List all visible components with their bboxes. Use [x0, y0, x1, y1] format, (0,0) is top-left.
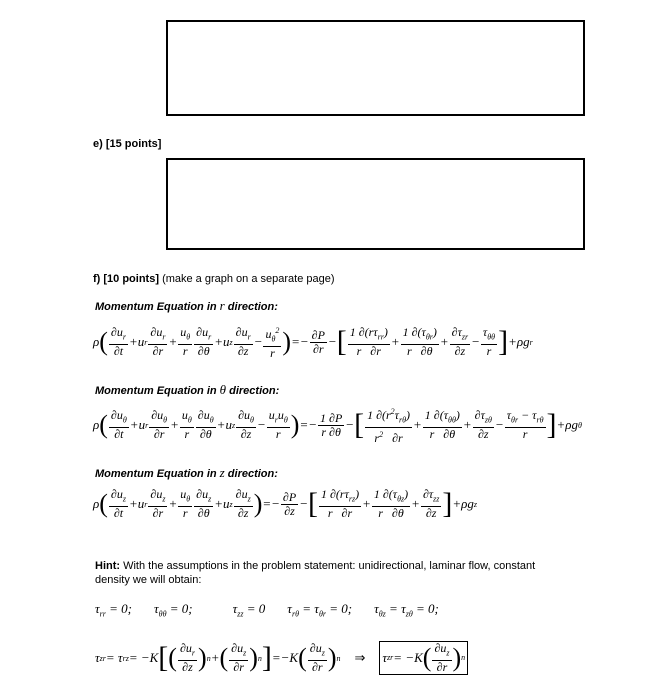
momentum-r-suffix: direction:	[227, 301, 278, 313]
hint-text-line1: With the assumptions in the problem statement: unidirectional, laminar flow, constant	[123, 560, 536, 572]
momentum-r-heading	[95, 298, 278, 314]
hint-label: Hint:	[95, 560, 121, 572]
hint-text-line2: density we will obtain:	[95, 574, 202, 586]
part-f-note: (make a graph on a separate page)	[162, 273, 335, 285]
momentum-r-heading-text: Momentum Equation in	[95, 301, 217, 313]
assumption-rtheta: $\tau_{r\theta} = \tau_{\theta r} = 0$;	[287, 601, 353, 619]
part-e-label: e) [15 points]	[93, 138, 162, 150]
momentum-z-variable: z	[219, 465, 225, 480]
result-equation: τ zr = τ rz = −K [ ( $\frac{\partial u_r}{\partial z}$ ) n + ( $\frac{\partial u_z}{\partial r}$ ) n ] =−K ( $\frac{\partial u_z}{\partial r}$ ) n ⇒ τ zr = −K ( $\frac{\partial u_z}{\partial r}$ ) n	[95, 638, 468, 678]
assumption-zz: $\tau_{zz} = 0$	[232, 601, 266, 619]
assumption-thetaz: $\tau_{\theta z} = \tau_{z\theta} = 0$;	[374, 601, 439, 619]
momentum-z-equation: ρ ( $\frac{\partial u_z}{\partial t}$ +u r $\frac{\partial u_z}{\partial r}$ + $\frac{u_\theta}{r}$ $\frac{\partial u_z}{\partial\theta}$ +u z $\frac{\partial u_z}{\partial z}$ ) =− $\frac{\partial P}{\partial z}$ − [ $\frac{1 \partial(r\tau_{rz})}{r \partial r}$ + $\frac{1 \partial(\tau_{\theta z})}{r \partial\theta}$ + $\frac{\partial\tau_{zz}}{\partial z}$ ] +ρg z	[93, 487, 478, 520]
result-boxed: τ zr = −K ( $\frac{\partial u_z}{\partial r}$ ) n	[379, 641, 468, 674]
assumption-rr: $\tau_{rr} = 0$;	[95, 601, 132, 619]
part-f-label: f) [10 points]	[93, 273, 159, 285]
momentum-r-equation: ρ ( $\frac{\partial u_r}{\partial t}$ +u r $\frac{\partial u_r}{\partial r}$ + $\frac{u_\theta}{r}$ $\frac{\partial u_r}{\partial\theta}$ +u z $\frac{\partial u_r}{\partial z}$ − $\frac{u_\theta^2}{r}$ ) =− $\frac{\partial P}{\partial r}$ − [ $\frac{1 \partial(r\tau_{rr})}{r \partial r}$ + $\frac{1 \partial(\tau_{\theta r})}{r \partial\theta}$ + $\frac{\partial\tau_{zr}}{\partial z}$ − $\frac{\tau_{\theta\theta}}{r}$ ] +ρg r	[93, 325, 533, 360]
momentum-z-suffix: direction:	[227, 468, 278, 480]
assumptions-row	[95, 600, 439, 620]
answer-box-e	[166, 158, 585, 250]
momentum-theta-suffix: direction:	[229, 385, 280, 397]
assumption-thetatheta: $\tau_{\theta\theta} = 0$;	[154, 601, 193, 619]
momentum-theta-equation: ρ ( $\frac{\partial u_\theta}{\partial t}$ +u r $\frac{\partial u_\theta}{\partial r}$ + $\frac{u_\theta}{r}$ $\frac{\partial u_\theta}{\partial\theta}$ +u z $\frac{\partial u_\theta}{\partial z}$ − $\frac{u_ru_\theta}{r}$ ) =− $\frac{1 \partial P}{r \partial\theta}$ − [ $\frac{1 \partial(r^2\tau_{r\theta})}{r^2 \partial r}$ + $\frac{1 \partial(\tau_{\theta\theta})}{r \partial\theta}$ + $\frac{\partial\tau_{z\theta}}{\partial z}$ − $\frac{\tau_{\theta r} - \tau_{r\theta}}{r}$ ] +ρg θ	[93, 407, 582, 445]
momentum-z-heading-text: Momentum Equation in	[95, 468, 217, 480]
momentum-z-heading	[95, 465, 278, 481]
momentum-theta-heading-text: Momentum Equation in	[95, 385, 217, 397]
momentum-theta-heading	[95, 382, 279, 398]
part-f-line	[93, 273, 335, 285]
hint-paragraph	[95, 559, 595, 587]
answer-box-top	[166, 20, 585, 116]
momentum-theta-variable: θ	[219, 382, 227, 397]
momentum-r-variable: r	[219, 298, 225, 313]
